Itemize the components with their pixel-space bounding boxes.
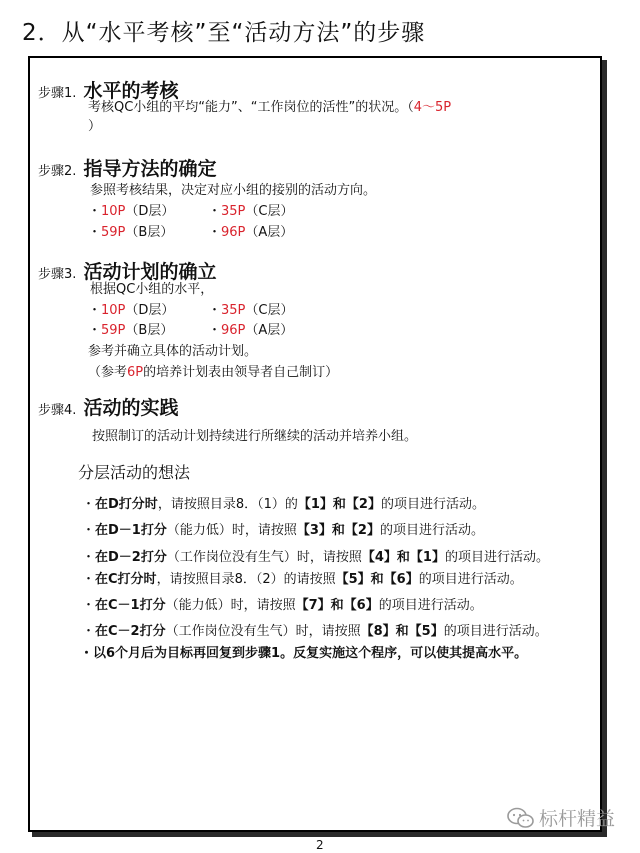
step3-item-35p: ・35P（C层） — [208, 303, 294, 318]
step2-heading: 指导方法的确定 — [83, 158, 217, 180]
step1-text — [88, 99, 451, 117]
layered-line-segment: 在C打分时 — [95, 572, 157, 587]
layered-line-segment: 的项目进行活动。 — [379, 523, 484, 538]
layered-line-segment: ，请按照目录8．（1）的 — [157, 497, 298, 512]
layered-line-segment: ・ — [82, 523, 96, 538]
step2-item-59p: ・59P（B层） — [88, 225, 174, 240]
layered-line-segment: ，请按照目录8．（2）的请按照 — [156, 572, 336, 587]
layered-line — [82, 594, 483, 613]
layered-line-segment: 的项目进行活动。 — [443, 624, 548, 639]
step2-header — [38, 154, 217, 181]
wechat-icon — [507, 807, 535, 829]
step3-heading: 活动计划的确立 — [83, 261, 217, 283]
step3-label: 步骤3. — [38, 267, 77, 282]
step1-heading: 水平的考核 — [83, 80, 179, 102]
layered-line-segment: 在C－1打分 — [95, 598, 166, 613]
step3-note1: 参考并确立具体的活动计划。 — [88, 344, 258, 359]
step2-desc: 参照考核结果，决定对应小组的接别的活动方向。 — [90, 183, 377, 198]
layered-line — [82, 519, 484, 538]
layered-line-segment: ・以6个月后为目标再回复到步骤1。反复实施这个程序，可以使其提高水平。 — [80, 646, 528, 661]
step2-item-10p: ・10P（D层） — [88, 204, 175, 219]
page-number: 2 — [316, 838, 324, 852]
layered-line-segment: ・ — [82, 497, 96, 512]
layered-heading: 分层活动的想法 — [78, 463, 191, 482]
step3-item-96p: ・96P（A层） — [208, 323, 294, 338]
layered-line-segment: ・ — [82, 624, 96, 639]
page-title: 2．从“水平考核”至“活动方法”的步骤 — [22, 20, 426, 46]
layered-line-segment: ・ — [82, 572, 96, 587]
step3-item-10p: ・10P（D层） — [88, 303, 175, 318]
step3-header — [38, 257, 217, 284]
frame-shadow-bottom — [32, 832, 607, 837]
layered-line — [82, 620, 548, 639]
layered-line-segment: 的项目进行活动。 — [380, 497, 485, 512]
layered-line — [82, 493, 485, 512]
layered-line-segment: 【8】和【5】 — [360, 624, 444, 639]
frame-shadow-right — [602, 60, 607, 836]
step1-text-b: ） — [88, 119, 102, 134]
layered-line-segment: 的项目进行活动。 — [444, 550, 549, 565]
layered-line-segment: 的项目进行活动。 — [378, 598, 483, 613]
layered-line-segment: 的项目进行活动。 — [418, 572, 523, 587]
layered-line-segment: 在D－1打分 — [95, 523, 167, 538]
step3-item-59p: ・59P（B层） — [88, 323, 174, 338]
layered-line-segment: ・ — [82, 550, 96, 565]
step3-note2: （参考6P的培养计划表由领导者自己制订） — [88, 365, 339, 380]
layered-line-segment: 【5】和【6】 — [335, 572, 419, 587]
step4-header — [38, 393, 179, 420]
step4-heading: 活动的实践 — [83, 397, 179, 419]
layered-line-segment: （工作岗位没有生气）时，请按照 — [165, 624, 361, 639]
layered-line — [82, 546, 549, 565]
layered-line-segment: （能力低）时，请按照 — [165, 598, 296, 613]
layered-line — [80, 642, 527, 661]
layered-line-segment: ・ — [82, 598, 96, 613]
layered-line-segment: 【4】和【1】 — [361, 550, 445, 565]
step3-desc: 根据QC小组的水平， — [90, 282, 214, 297]
watermark — [507, 804, 615, 831]
layered-line-segment: 在D打分时 — [95, 497, 158, 512]
layered-line-segment: 在D－2打分 — [95, 550, 167, 565]
step4-desc: 按照制订的活动计划持续进行所继续的活动并培养小组。 — [92, 429, 418, 444]
layered-line-segment: 【3】和【2】 — [296, 523, 380, 538]
step1-label: 步骤1. — [38, 86, 77, 101]
step1-text-red: 4～5P — [413, 100, 452, 115]
layered-line — [82, 568, 523, 587]
layered-line-segment: （工作岗位没有生气）时，请按照 — [166, 550, 362, 565]
layered-line-segment: 在C－2打分 — [95, 624, 166, 639]
layered-line-segment: （能力低）时，请按照 — [166, 523, 297, 538]
step2-item-96p: ・96P（A层） — [208, 225, 294, 240]
step4-label: 步骤4. — [38, 403, 77, 418]
layered-line-segment: 【7】和【6】 — [295, 598, 379, 613]
step1-text-cont — [88, 118, 101, 136]
step2-item-35p: ・35P（C层） — [208, 204, 294, 219]
step1-text-a: 考核QC小组的平均“能力”、“工作岗位的活性”的状况。（ — [88, 100, 414, 115]
layered-line-segment: 【1】和【2】 — [297, 497, 381, 512]
step2-label: 步骤2. — [38, 164, 77, 179]
watermark-text: 标杆精益 — [539, 808, 616, 830]
